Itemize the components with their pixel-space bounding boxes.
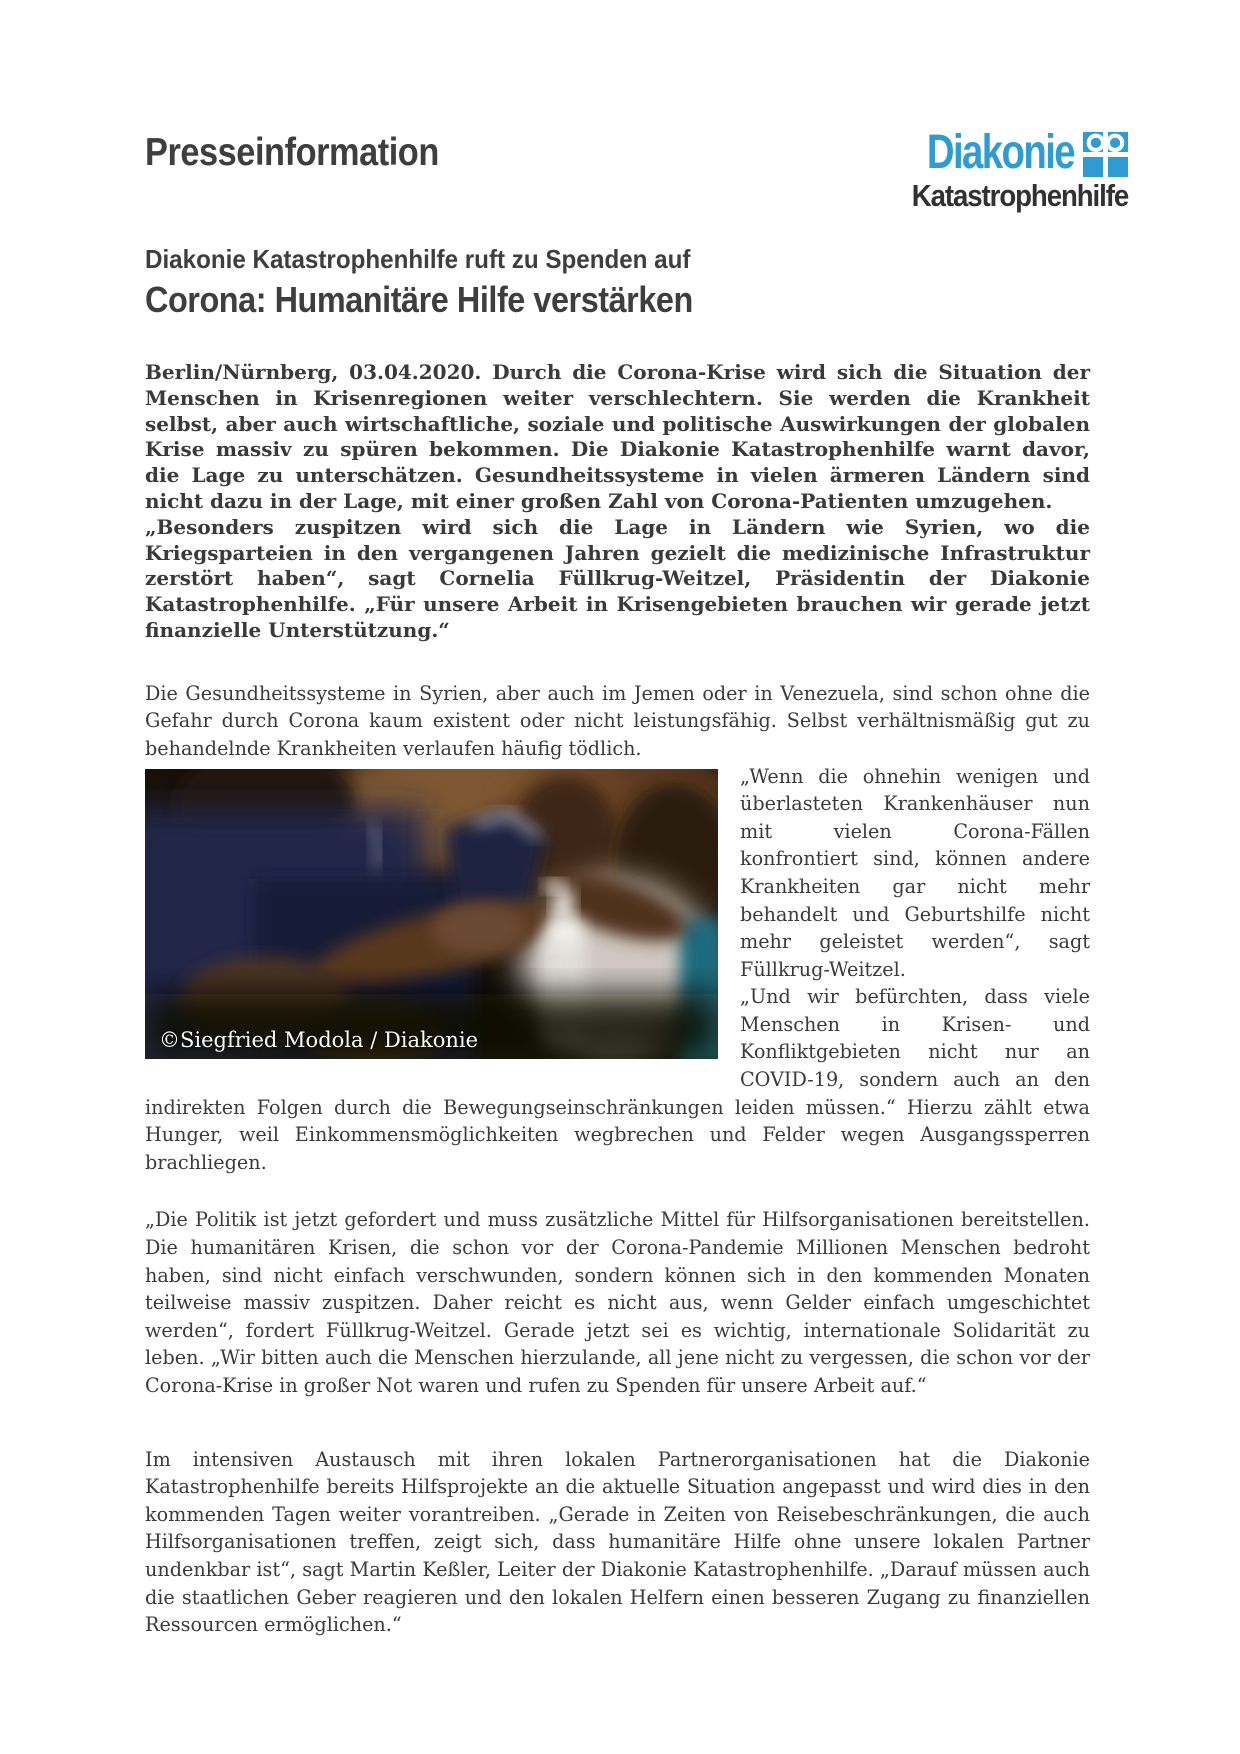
body-quote-paragraph: „Wenn die ohnehin wenigen und überlasteten Krankenhäuser nun mit vielen Corona-Fällen konfrontiert sind, können andere Krankheiten gar nicht mehr behandelt und Geburtshilfe nicht mehr geleistet werden“, sagt Füllkrug-Weitzel. <box>740 764 1090 981</box>
body-paragraph: Die Gesundheitssysteme in Syrien, aber auch im Jemen oder in Venezuela, sind schon ohne die Gefahr durch Corona kaum existent oder nicht leistungsfähig. Selbst verhältnismäßig gut zu behandelnde Krankheiten verlaufen häufig tödlich. <box>145 681 1090 760</box>
logo-sub-text: Katastrophenhilfe <box>911 178 1128 213</box>
doc-type-title: Presseinformation <box>145 131 439 174</box>
logo-brand-text: Diakonie <box>926 126 1074 179</box>
diakonie-logo <box>885 126 1128 213</box>
photo-figure <box>145 769 718 1059</box>
lead-quote-paragraph: „Besonders zuspitzen wird sich die Lage in Ländern wie Syrien, wo die Kriegsparteien in den vergangenen Jahren gezielt die medizinische Infrastruktur zerstört haben“, sagt Cornelia Füllkrug-Weitzel, Präsidentin der Diakonie Katastrophenhilfe. „Für unsere Arbeit in Krisengebieten brauchen wir gerade jetzt finanzielle Unterstützung.“ <box>145 514 1090 642</box>
page-title: Corona: Humanitäre Hilfe verstärken <box>145 279 693 320</box>
body-quote-paragraph: „Und wir befürchten, dass viele Menschen in Krisen- und Konfliktgebieten nicht nur an COVID-19, sondern auch an den indirekten Folgen durch die Bewegungseinschränkungen leiden müssen.“ Hierzu zählt etwa Hunger, weil Einkommensmöglichkeiten wegbrechen und Felder wegen Ausgangssperren brachliegen. <box>145 985 1090 1174</box>
kicker: Diakonie Katastrophenhilfe ruft zu Spenden auf <box>145 244 691 274</box>
photo-caption: ©Siegfried Modola / Diakonie <box>159 1027 479 1052</box>
kronenkreuz-icon <box>1083 132 1128 177</box>
body-paragraph: Im intensiven Austausch mit ihren lokalen Partnerorganisationen hat die Diakonie Katastrophenhilfe bereits Hilfsprojekte an die aktuelle Situation angepasst und wird dies in den kommenden Tagen weiter vorantreiben. „Gerade in Zeiten von Reisebeschränkungen, die auch Hilfsorganisationen treffen, zeigt sich, dass humanitäre Hilfe ohne unsere lokalen Partner undenkbar ist“, sagt Martin Keßler, Leiter der Diakonie Katastrophenhilfe. „Darauf müssen auch die staatlichen Geber reagieren und den lokalen Helfern einen besseren Zugang zu finanziellen Ressourcen ermöglichen.“ <box>145 1447 1090 1637</box>
photo-illustration <box>145 769 718 1059</box>
logo-row <box>885 126 1128 179</box>
article-body <box>145 360 1090 1639</box>
lead-paragraph: Berlin/Nürnberg, 03.04.2020. Durch die Corona-Krise wird sich die Situation der Menschen in Krisenregionen weiter verschlechtern. Sie werden die Krankheit selbst, aber auch wirtschaftliche, soziale und politische Auswirkungen der globalen Krise massiv zu spüren bekommen. Die Diakonie Katastrophenhilfe warnt davor, die Lage zu unterschätzen. Gesundheitssysteme in vielen ärmeren Ländern sind nicht dazu in der Lage, mit einer großen Zahl von Corona-Patienten umzugehen. <box>145 360 1090 513</box>
lead-block <box>145 360 1090 644</box>
body-paragraph: „Die Politik ist jetzt gefordert und muss zusätzliche Mittel für Hilfsorganisationen bereitstellen. Die humanitären Krisen, die schon vor der Corona-Pandemie Millionen Menschen bedroht haben, sind nicht einfach verschwunden, sondern können sich in den kommenden Monaten teilweise massiv zuspitzen. Daher reicht es nicht aus, wenn Gelder einfach umgeschichtet werden“, fordert Füllkrug-Weitzel. Gerade jetzt sei es wichtig, internationale Solidarität zu leben. „Wir bitten auch die Menschen hierzulande, all jene nicht zu vergessen, die schon vor der Corona-Krise in großer Not waren und rufen zu Spenden für unsere Arbeit auf.“ <box>145 1208 1090 1398</box>
body-block <box>145 680 1090 1639</box>
